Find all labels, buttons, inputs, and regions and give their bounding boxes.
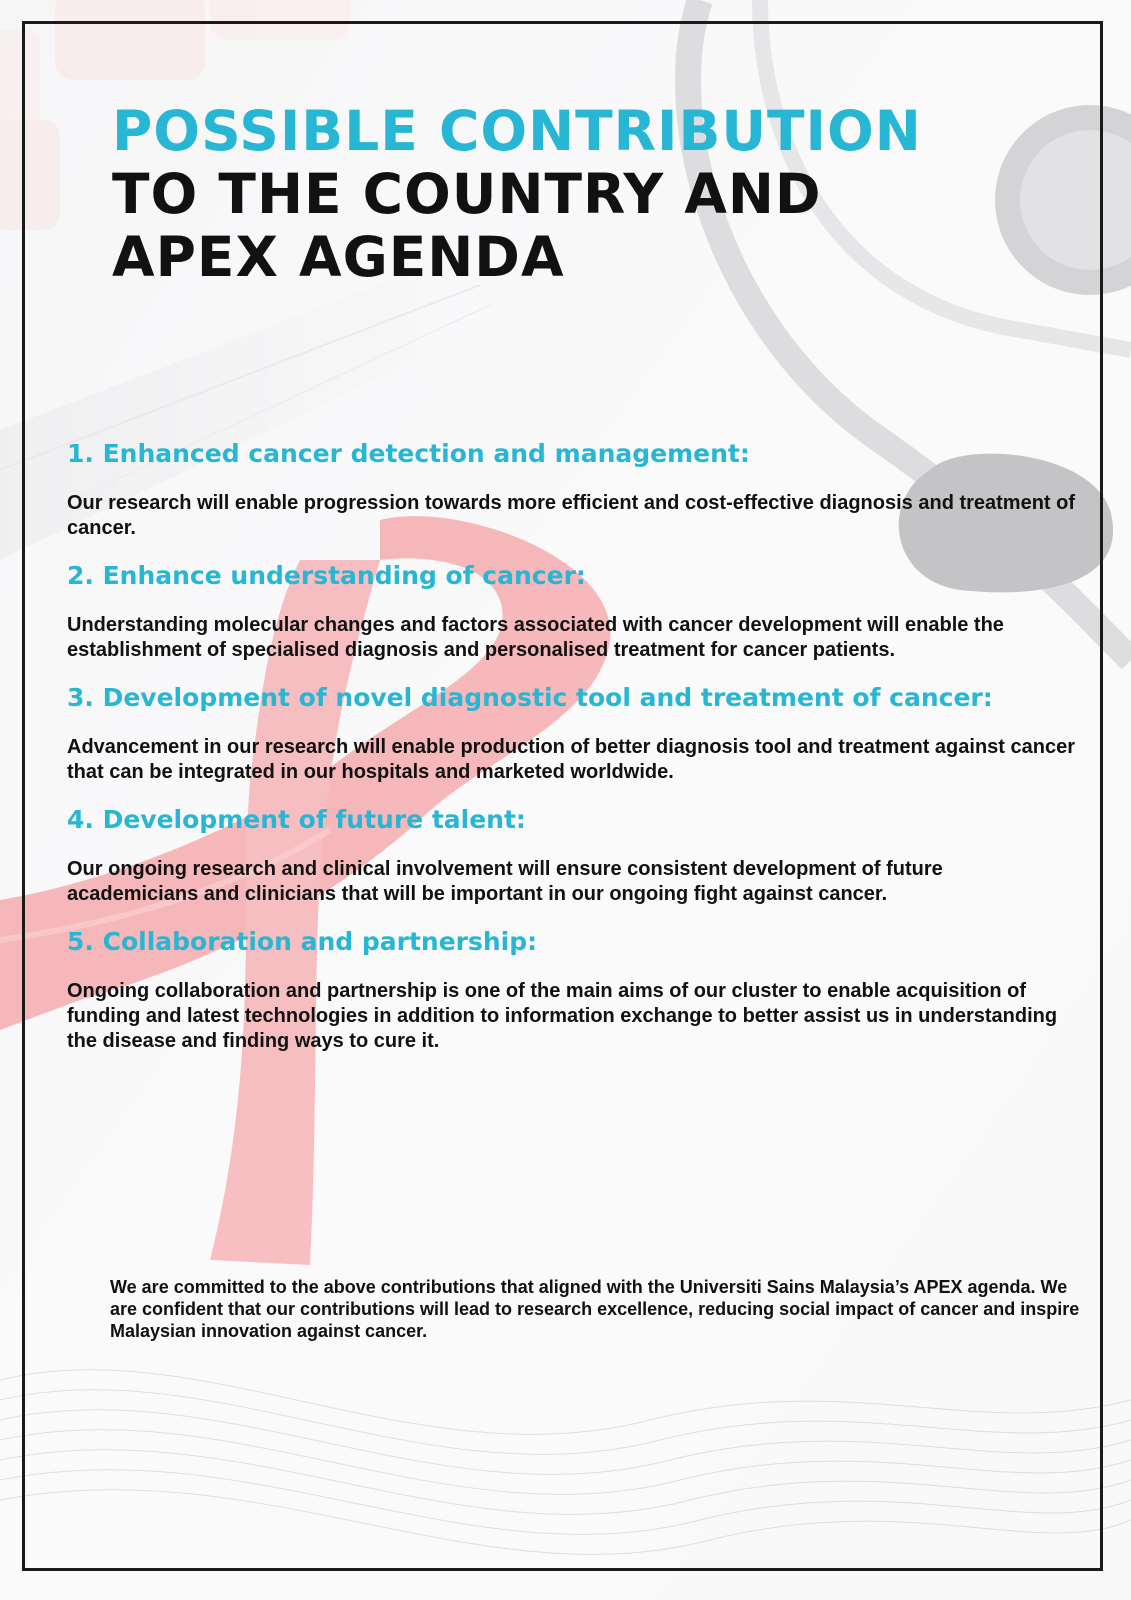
contribution-heading: 1. Enhanced cancer detection and management: (67, 439, 750, 468)
contribution-text: Our research will enable progression towards more efficient and cost-effective diagnosis and treatment of cancer. (67, 492, 1076, 539)
contribution-text: Ongoing collaboration and partnership is one of the main aims of our cluster to enable acquisition of funding and latest technologies in addition to information exchange to better assist us in understanding the disease and finding ways to cure it. (67, 980, 1058, 1052)
page-title (112, 100, 922, 289)
contribution-text: Advancement in our research will enable production of better diagnosis tool and treatment against cancer that can be integrated in our hospitals and marketed worldwide. (67, 736, 1075, 783)
contribution-heading: 4. Development of future talent: (67, 805, 526, 834)
title-line-2: TO THE COUNTRY AND (112, 162, 822, 226)
contribution-item (67, 925, 1077, 1054)
contributions-list (67, 437, 1077, 1072)
contribution-heading: 3. Development of novel diagnostic tool and treatment of cancer: (67, 683, 993, 712)
contribution-text: Understanding molecular changes and factors associated with cancer development will enable the establishment of specialised diagnosis and personalised treatment for cancer patients. (67, 614, 1004, 661)
contribution-heading: 5. Collaboration and partnership: (67, 927, 538, 956)
contribution-item (67, 437, 1077, 541)
title-line-3: APEX AGENDA (112, 225, 565, 289)
contribution-heading: 2. Enhance understanding of cancer: (67, 561, 586, 590)
contribution-item (67, 681, 1077, 785)
closing-statement: We are committed to the above contributions that aligned with the Universiti Sains Malaysia’s APEX agenda. We are confident that our contributions will lead to research excellence, reducing social impact of cancer and inspire Malaysian innovation against cancer. (110, 1277, 1080, 1341)
contribution-text: Our ongoing research and clinical involvement will ensure consistent development of future academicians and clinicians that will be important in our ongoing fight against cancer. (67, 858, 943, 905)
contribution-item (67, 559, 1077, 663)
contribution-item (67, 803, 1077, 907)
title-line-1: POSSIBLE CONTRIBUTION (112, 99, 922, 163)
